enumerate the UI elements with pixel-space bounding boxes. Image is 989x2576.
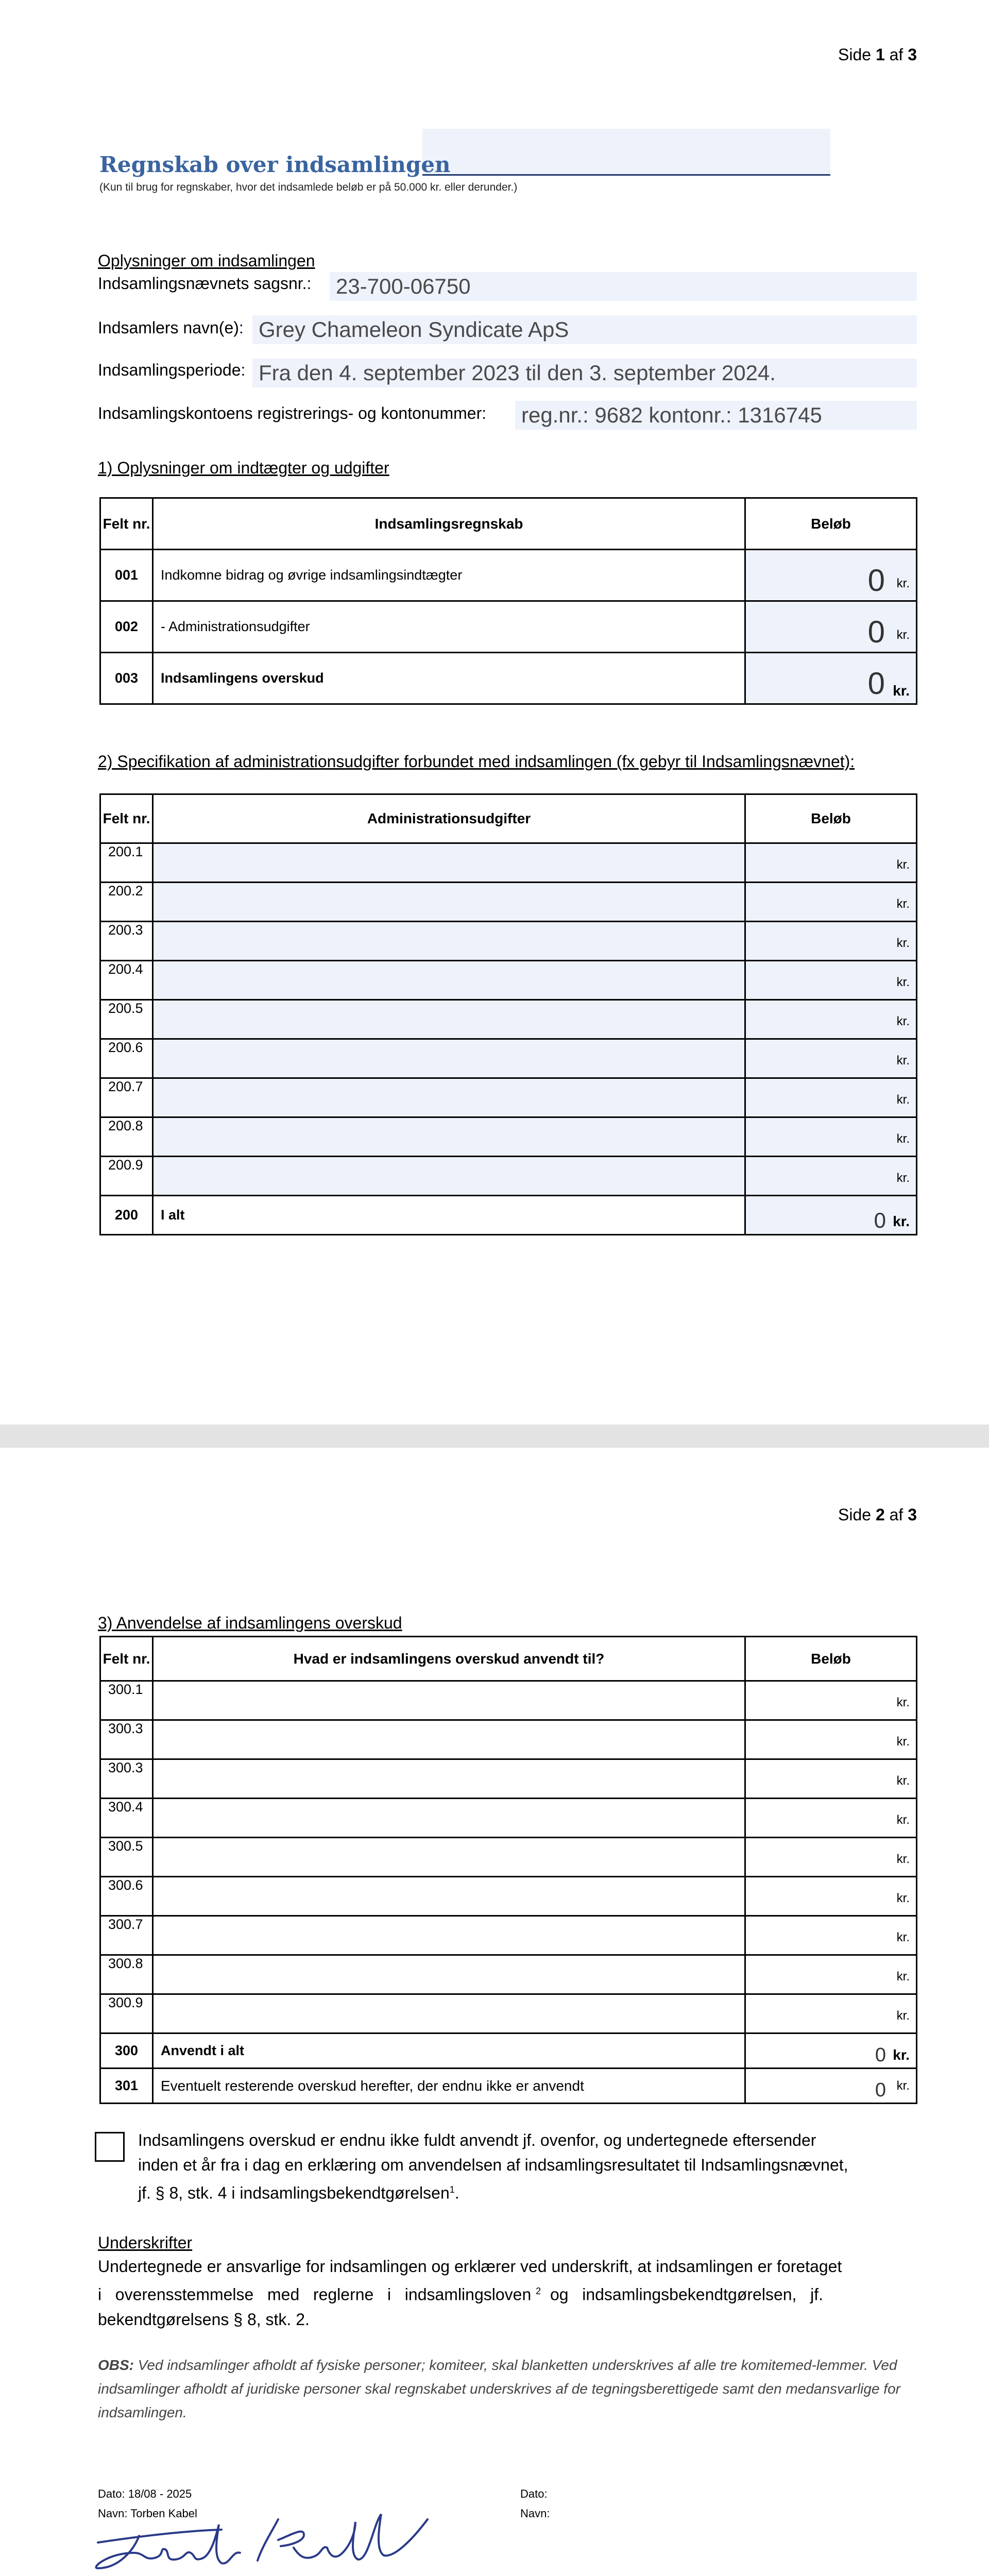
amount-field[interactable] xyxy=(745,843,917,883)
unit: kr. xyxy=(896,2079,910,2093)
collector-name-label: Indsamlers navn(e): xyxy=(98,318,244,337)
desc-field[interactable] xyxy=(153,1759,745,1799)
amount-field[interactable] xyxy=(745,1681,917,1720)
period-value: Fra den 4. september 2023 til den 3. september 2024. xyxy=(259,361,776,385)
amount-field[interactable] xyxy=(745,883,917,922)
desc-field[interactable] xyxy=(153,1916,745,1955)
amount-field[interactable] xyxy=(745,550,917,601)
amount-field[interactable] xyxy=(745,1916,917,1955)
amount-field[interactable] xyxy=(745,1078,917,1117)
obs-text: Ved indsamlinger afholdt af fysiske personer; komiteer, skal blanketten underskrives af alle tre komitemed-lemmer. Ved indsamlinger afholdt af juridiske personer skal regnskabet underskrives af de tegningsberettigede samt den medansvarlige for indsamlingen. xyxy=(98,2357,900,2420)
unit: kr. xyxy=(896,1930,910,1944)
header-desc: Administrationsudgifter xyxy=(153,794,745,843)
row-desc: Indsamlingens overskud xyxy=(153,653,745,704)
felt-nr: 300.3 xyxy=(100,1759,153,1799)
desc-field[interactable] xyxy=(153,843,745,883)
amount-field[interactable] xyxy=(745,922,917,961)
amount-field[interactable] xyxy=(745,1994,917,2033)
header-felt: Felt nr. xyxy=(100,1637,153,1681)
page-number: Side 1 af 3 xyxy=(838,45,917,64)
header-amount: Beløb xyxy=(745,498,917,550)
case-number-field[interactable] xyxy=(330,272,917,301)
table-row xyxy=(100,1838,917,1877)
header-amount: Beløb xyxy=(745,1637,917,1681)
felt-nr: 200.3 xyxy=(100,922,153,961)
section3-heading: 3) Anvendelse af indsamlingens overskud xyxy=(98,1614,402,1632)
table-header-row xyxy=(100,1637,917,1681)
table-row xyxy=(100,1720,917,1759)
amount-field[interactable] xyxy=(745,1196,917,1235)
amount-field[interactable] xyxy=(745,961,917,1000)
table-row xyxy=(100,1916,917,1955)
header-desc: Indsamlingsregnskab xyxy=(153,498,745,550)
case-number-label: Indsamlingsnævnets sagsnr.: xyxy=(98,274,312,293)
unit: kr. xyxy=(896,936,910,950)
checkbox-text-line-3: jf. § 8, stk. 4 i indsamlingsbekendtgørelsen$^1$. xyxy=(138,2183,459,2202)
amount-field[interactable] xyxy=(745,1039,917,1078)
obs-note xyxy=(98,2353,901,2425)
admin-expenses-table xyxy=(99,793,917,1235)
table-header-row xyxy=(100,498,917,550)
header-desc: Hvad er indsamlingens overskud anvendt til? xyxy=(153,1637,745,1681)
table-row xyxy=(100,550,917,601)
row-desc: Eventuelt resterende overskud herefter, der endnu ikke er anvendt xyxy=(153,2069,745,2104)
unit: kr. xyxy=(893,2047,910,2063)
obs-label: OBS: xyxy=(98,2357,134,2373)
header-felt: Felt nr. xyxy=(100,794,153,843)
collector-name-field[interactable] xyxy=(252,315,917,344)
table-row xyxy=(100,843,917,883)
account-label: Indsamlingskontoens registrerings- og kontonummer: xyxy=(98,404,487,422)
felt-nr: 003 xyxy=(100,653,153,704)
unit: kr. xyxy=(896,628,910,642)
table-row xyxy=(100,883,917,922)
table-row xyxy=(100,1759,917,1799)
felt-nr: 300.8 xyxy=(100,1955,153,1994)
amount-field[interactable] xyxy=(745,1838,917,1877)
felt-nr: 301 xyxy=(100,2069,153,2104)
table-row xyxy=(100,1799,917,1838)
amount-value: 0 xyxy=(874,1208,886,1232)
unit: kr. xyxy=(896,897,910,911)
sig1-date: Dato: 18/08 - 2025 xyxy=(98,2487,192,2500)
amount-value: 0 xyxy=(875,2044,886,2066)
felt-nr: 300.4 xyxy=(100,1799,153,1838)
amount-value: 0 xyxy=(875,2079,886,2101)
felt-nr: 300.1 xyxy=(100,1681,153,1720)
table-header-row xyxy=(100,794,917,843)
unit: kr. xyxy=(896,975,910,989)
row-desc: Indkomne bidrag og øvrige indsamlingsindtægter xyxy=(153,550,745,601)
table-row xyxy=(100,1117,917,1157)
row-desc: - Administrationsudgifter xyxy=(153,601,745,653)
amount-value: 0 xyxy=(867,666,885,701)
amount-field[interactable] xyxy=(745,1955,917,1994)
footnote-ref: 2 xyxy=(536,2286,541,2296)
unit: kr. xyxy=(896,1891,910,1905)
checkbox-text-line-1: Indsamlingens overskud er endnu ikke fuldt anvendt jf. ovenfor, og undertegnede eftersender xyxy=(138,2131,816,2149)
footnote-ref: 1 xyxy=(449,2184,455,2195)
collector-name-value: Grey Chameleon Syndicate ApS xyxy=(259,317,569,342)
felt-nr: 300 xyxy=(100,2033,153,2069)
table-row xyxy=(100,961,917,1000)
unit: kr. xyxy=(896,1696,910,1709)
amount-field[interactable] xyxy=(745,1157,917,1196)
table-row xyxy=(100,1039,917,1078)
signatures-heading: Underskrifter xyxy=(98,2233,193,2252)
surplus-usage-table xyxy=(99,1636,917,2104)
felt-nr: 001 xyxy=(100,550,153,601)
desc-field[interactable] xyxy=(153,1039,745,1078)
desc-field[interactable] xyxy=(153,1078,745,1117)
felt-nr: 200.1 xyxy=(100,843,153,883)
unit: kr. xyxy=(893,683,910,699)
section1-heading: 1) Oplysninger om indtægter og udgifter xyxy=(98,459,389,477)
table-row xyxy=(100,1877,917,1916)
desc-field[interactable] xyxy=(153,1720,745,1759)
sig2-name-label: Navn: xyxy=(520,2507,550,2520)
felt-nr: 300.6 xyxy=(100,1877,153,1916)
unit: kr. xyxy=(896,1970,910,1984)
amount-field[interactable] xyxy=(745,1720,917,1759)
table-row xyxy=(100,1955,917,1994)
sig1-name-value[interactable]: Torben Kabel xyxy=(130,2507,197,2520)
sig2-date-label: Dato: xyxy=(520,2487,548,2500)
page-number: Side 2 af 3 xyxy=(838,1505,917,1524)
case-number-value: 23-700-06750 xyxy=(336,274,471,298)
amount-field[interactable] xyxy=(745,2069,917,2104)
desc-field[interactable] xyxy=(153,961,745,1000)
amount-field[interactable] xyxy=(745,2033,917,2069)
row-desc: I alt xyxy=(153,1196,745,1235)
account-field[interactable] xyxy=(515,401,917,430)
desc-field[interactable] xyxy=(153,1877,745,1916)
amount-field[interactable] xyxy=(745,1877,917,1916)
account-value: reg.nr.: 9682 kontonr.: 1316745 xyxy=(521,403,822,427)
felt-nr: 200.9 xyxy=(100,1157,153,1196)
unit: kr. xyxy=(896,1014,910,1028)
section2-heading: 2) Specifikation af administrationsudgifter forbundet med indsamlingen (fx gebyr til Indsamlingsnævnet): xyxy=(98,752,855,771)
period-label: Indsamlingsperiode: xyxy=(98,361,246,379)
row-desc: Anvendt i alt xyxy=(153,2033,745,2069)
unit: kr. xyxy=(896,1813,910,1827)
period-field[interactable] xyxy=(252,359,917,387)
form-subtitle: (Kun til brug for regnskaber, hvor det indsamlede beløb er på 50.000 kr. eller derunder.) xyxy=(99,181,518,193)
checkbox-label xyxy=(138,2128,931,2206)
desc-field[interactable] xyxy=(153,1117,745,1157)
header-amount: Beløb xyxy=(745,794,917,843)
felt-nr: 200 xyxy=(100,1196,153,1235)
income-table xyxy=(99,497,917,705)
felt-nr: 002 xyxy=(100,601,153,653)
felt-nr: 200.7 xyxy=(100,1078,153,1117)
felt-nr: 300.7 xyxy=(100,1916,153,1955)
unit: kr. xyxy=(896,858,910,872)
table-row xyxy=(100,601,917,653)
desc-field[interactable] xyxy=(153,1000,745,1039)
unit: kr. xyxy=(896,2009,910,2023)
unit: kr. xyxy=(896,1132,910,1146)
desc-field[interactable] xyxy=(153,1157,745,1196)
amount-value: 0 xyxy=(867,615,885,649)
unit: kr. xyxy=(896,1774,910,1788)
unit: kr. xyxy=(893,1213,910,1229)
checkbox-text-line-2: inden et år fra i dag en erklæring om anvendelsen af indsamlingsresultatet til Indsamlingsnævnet, xyxy=(138,2156,848,2174)
table-rest-row xyxy=(100,2069,917,2104)
table-row xyxy=(100,1078,917,1117)
amount-value: 0 xyxy=(867,563,885,598)
desc-field[interactable] xyxy=(153,1994,745,2033)
surplus-not-used-checkbox[interactable] xyxy=(95,2132,125,2162)
table-row xyxy=(100,1681,917,1720)
felt-nr: 200.2 xyxy=(100,883,153,922)
felt-nr: 300.9 xyxy=(100,1994,153,2033)
felt-nr: 200.8 xyxy=(100,1117,153,1157)
declaration-line-2: i overensstemmelse med reglerne i indsamlingsloven $^2$ og indsamlingsbekendtgørelsen, jf. xyxy=(98,2285,823,2304)
amount-field[interactable] xyxy=(745,1000,917,1039)
amount-field[interactable] xyxy=(745,1117,917,1157)
unit: kr. xyxy=(896,1093,910,1107)
handwritten-signature xyxy=(88,2504,438,2576)
amount-field[interactable] xyxy=(745,1799,917,1838)
desc-field[interactable] xyxy=(153,1838,745,1877)
title-input-field[interactable] xyxy=(422,129,830,176)
unit: kr. xyxy=(896,1054,910,1067)
felt-nr: 300.5 xyxy=(100,1838,153,1877)
table-row xyxy=(100,1157,917,1196)
declaration-line-1: Undertegnede er ansvarlige for indsamlingen og erklærer ved underskrift, at indsamlingen er foretaget xyxy=(98,2257,842,2276)
declaration-line-3: bekendtgørelsens § 8, stk. 2. xyxy=(98,2310,310,2329)
unit: kr. xyxy=(896,1852,910,1866)
page-separator xyxy=(0,1425,989,1448)
unit: kr. xyxy=(896,1735,910,1749)
felt-nr: 200.6 xyxy=(100,1039,153,1078)
sig1-date-value[interactable]: 18/08 - 2025 xyxy=(128,2487,192,2500)
desc-field[interactable] xyxy=(153,1681,745,1720)
felt-nr: 200.4 xyxy=(100,961,153,1000)
desc-field[interactable] xyxy=(153,922,745,961)
info-heading: Oplysninger om indsamlingen xyxy=(98,251,315,270)
table-row xyxy=(100,922,917,961)
unit: kr. xyxy=(896,577,910,590)
table-row xyxy=(100,1000,917,1039)
form-title: Regnskab over indsamlingen xyxy=(99,152,451,177)
header-felt: Felt nr. xyxy=(100,498,153,550)
table-total-row xyxy=(100,2033,917,2069)
desc-field[interactable] xyxy=(153,883,745,922)
unit: kr. xyxy=(896,1171,910,1185)
declaration xyxy=(98,2254,876,2332)
amount-field[interactable] xyxy=(745,601,917,653)
desc-field[interactable] xyxy=(153,1955,745,1994)
table-row xyxy=(100,1994,917,2033)
table-total-row xyxy=(100,1196,917,1235)
sig1-name: Navn: Torben Kabel xyxy=(98,2507,197,2520)
felt-nr: 300.3 xyxy=(100,1720,153,1759)
table-row xyxy=(100,653,917,704)
desc-field[interactable] xyxy=(153,1799,745,1838)
amount-field[interactable] xyxy=(745,1759,917,1799)
felt-nr: 200.5 xyxy=(100,1000,153,1039)
amount-field[interactable] xyxy=(745,653,917,704)
